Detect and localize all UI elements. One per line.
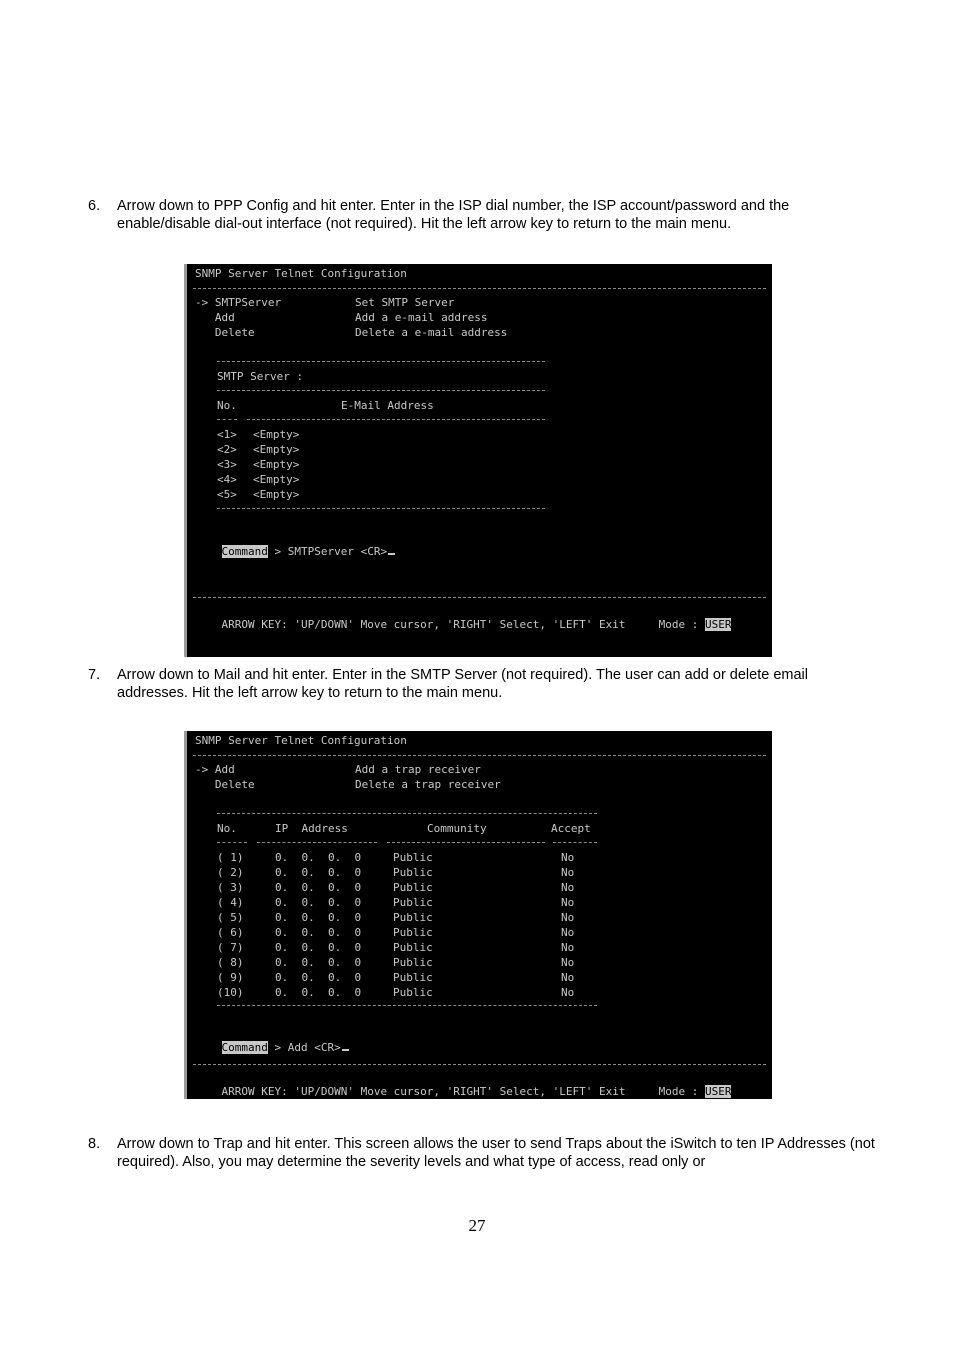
menu-item-delete[interactable]: Delete [195, 326, 255, 339]
row-community: Public [393, 956, 433, 969]
menu-desc: Delete a trap receiver [355, 778, 501, 791]
row-community: Public [393, 986, 433, 999]
divider [193, 288, 766, 289]
divider [193, 597, 766, 598]
row-accept: No [561, 926, 575, 939]
key-help: ARROW KEY: 'UP/DOWN' Move cursor, 'RIGHT' Select, 'LEFT' Exit Mode : [221, 1085, 705, 1098]
row-accept: No [561, 971, 575, 984]
page-number: 27 [468, 1216, 486, 1235]
row-no: ( 6) [217, 926, 244, 939]
row-no: ( 1) [217, 851, 244, 864]
column-header-community: Community [427, 822, 487, 835]
row-accept: No [561, 911, 575, 924]
row-no: <2> [217, 443, 237, 456]
row-ip: 0. 0. 0. 0 [275, 896, 362, 909]
row-no: (10) [217, 986, 244, 999]
row-accept: No [561, 986, 575, 999]
row-email: <Empty> [253, 458, 300, 471]
row-ip: 0. 0. 0. 0 [275, 986, 362, 999]
row-no: <1> [217, 428, 237, 441]
row-ip: 0. 0. 0. 0 [275, 926, 362, 939]
row-no: <3> [217, 458, 237, 471]
row-ip: 0. 0. 0. 0 [275, 881, 362, 894]
row-ip: 0. 0. 0. 0 [275, 971, 362, 984]
step-number: 8. [88, 1136, 101, 1152]
step-text: Arrow down to PPP Config and hit enter. Enter in the ISP dial number, the ISP account/password and the enable/disable dial-out interface (not required). Hit the left arrow key to return to the main menu. [117, 198, 790, 232]
command-text: > Add <CR> [267, 1041, 341, 1054]
divider [257, 842, 377, 843]
divider [217, 361, 545, 362]
divider [193, 1064, 766, 1065]
step-text: Arrow down to Trap and hit enter. This screen allows the user to send Traps about the iSwitch to ten IP Addresses (not required). Also, you may determine the severity levels and what type of access, read only or [117, 1136, 875, 1170]
row-accept: No [561, 866, 575, 879]
divider [387, 842, 545, 843]
row-community: Public [393, 911, 433, 924]
row-no: ( 8) [217, 956, 244, 969]
divider [217, 390, 545, 391]
row-email: <Empty> [253, 473, 300, 486]
row-no: <4> [217, 473, 237, 486]
menu-desc: Add a e-mail address [355, 311, 488, 324]
row-accept: No [561, 896, 575, 909]
divider [217, 1005, 597, 1006]
divider [217, 419, 237, 420]
row-community: Public [393, 941, 433, 954]
row-ip: 0. 0. 0. 0 [275, 866, 362, 879]
row-community: Public [393, 866, 433, 879]
key-help: ARROW KEY: 'UP/DOWN' Move cursor, 'RIGHT' Select, 'LEFT' Exit Mode : [221, 618, 705, 631]
menu-desc: Delete a e-mail address [355, 326, 508, 339]
menu-item-add[interactable]: -> Add [195, 763, 235, 776]
step-number: 6. [88, 198, 101, 214]
row-no: ( 3) [217, 881, 244, 894]
row-email: <Empty> [253, 443, 300, 456]
row-community: Public [393, 896, 433, 909]
command-line[interactable] [195, 1027, 349, 1069]
command-label: Command [221, 545, 268, 558]
menu-desc: Set SMTP Server [355, 296, 455, 309]
column-header-email: E-Mail Address [341, 399, 434, 412]
menu-desc: Add a trap receiver [355, 763, 481, 776]
row-accept: No [561, 881, 575, 894]
status-bar [195, 1071, 731, 1099]
terminal-title: SNMP Server Telnet Configuration [195, 267, 407, 280]
menu-item-delete[interactable]: Delete [195, 778, 255, 791]
row-community: Public [393, 926, 433, 939]
step-number: 7. [88, 667, 101, 683]
command-line[interactable] [195, 531, 395, 573]
divider [193, 755, 766, 756]
smtp-server-label: SMTP Server : [217, 370, 304, 383]
command-label: Command [221, 1041, 268, 1054]
column-header-accept: Accept [551, 822, 591, 835]
column-header-no: No. [217, 822, 237, 835]
row-no: ( 9) [217, 971, 244, 984]
column-header-ip: IP Address [275, 822, 348, 835]
terminal-title: SNMP Server Telnet Configuration [195, 734, 407, 747]
text-cursor [388, 553, 395, 555]
row-community: Public [393, 851, 433, 864]
row-ip: 0. 0. 0. 0 [275, 956, 362, 969]
step-text: Arrow down to Mail and hit enter. Enter in the SMTP Server (not required). The user can add or delete email addresses. Hit the left arrow key to return to the main menu. [117, 667, 808, 701]
terminal-screenshot-smtp [184, 264, 772, 657]
terminal-screenshot-trap [184, 731, 772, 1099]
row-ip: 0. 0. 0. 0 [275, 851, 362, 864]
row-email: <Empty> [253, 488, 300, 501]
divider [553, 842, 597, 843]
divider [217, 842, 247, 843]
row-no: ( 4) [217, 896, 244, 909]
row-no: <5> [217, 488, 237, 501]
mode-badge: USER [704, 618, 732, 631]
row-ip: 0. 0. 0. 0 [275, 911, 362, 924]
menu-item-add[interactable]: Add [195, 311, 235, 324]
row-community: Public [393, 881, 433, 894]
divider [217, 813, 597, 814]
row-ip: 0. 0. 0. 0 [275, 941, 362, 954]
row-accept: No [561, 956, 575, 969]
column-header-no: No. [217, 399, 237, 412]
row-no: ( 2) [217, 866, 244, 879]
row-community: Public [393, 971, 433, 984]
row-no: ( 7) [217, 941, 244, 954]
menu-item-smtpserver[interactable]: -> SMTPServer [195, 296, 282, 309]
divider [217, 508, 545, 509]
command-text: > SMTPServer <CR> [267, 545, 388, 558]
row-email: <Empty> [253, 428, 300, 441]
row-no: ( 5) [217, 911, 244, 924]
row-accept: No [561, 941, 575, 954]
divider [247, 419, 545, 420]
text-cursor [342, 1049, 349, 1051]
status-bar [195, 604, 731, 646]
mode-badge: USER [704, 1085, 732, 1098]
row-accept: No [561, 851, 575, 864]
